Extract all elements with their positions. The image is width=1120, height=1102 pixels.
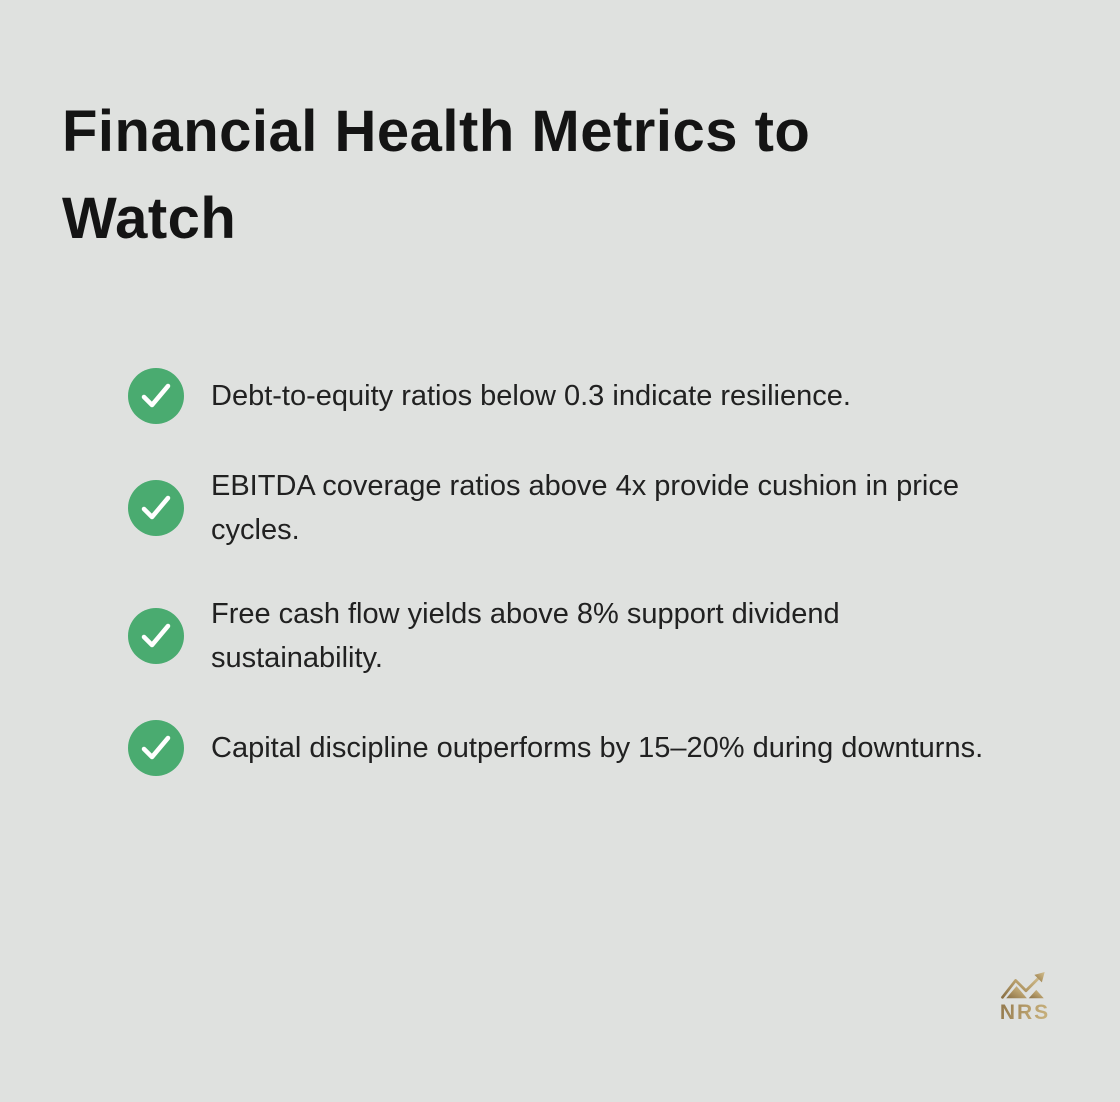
list-item bbox=[128, 368, 1120, 424]
mountain-arrow-icon bbox=[997, 972, 1053, 1002]
list-item-text: Free cash flow yields above 8% support dividend sustainability. bbox=[211, 598, 840, 674]
slide bbox=[0, 88, 1120, 1102]
check-icon bbox=[128, 368, 184, 424]
list-item bbox=[128, 464, 1120, 552]
checklist bbox=[128, 368, 1120, 776]
check-icon bbox=[128, 720, 184, 776]
page-title: Financial Health Metrics to Watch bbox=[62, 99, 811, 251]
list-item bbox=[128, 592, 1120, 680]
list-item-text: Capital discipline outperforms by 15–20% during downturns. bbox=[211, 732, 984, 764]
list-item bbox=[128, 720, 1120, 776]
check-icon bbox=[128, 480, 184, 536]
nrs-logo bbox=[994, 972, 1056, 1024]
logo-text: NRS bbox=[994, 1002, 1056, 1024]
list-item-text: Debt-to-equity ratios below 0.3 indicate resilience. bbox=[211, 380, 851, 412]
list-item-text: EBITDA coverage ratios above 4x provide cushion in price cycles. bbox=[211, 470, 959, 546]
check-icon bbox=[128, 608, 184, 664]
